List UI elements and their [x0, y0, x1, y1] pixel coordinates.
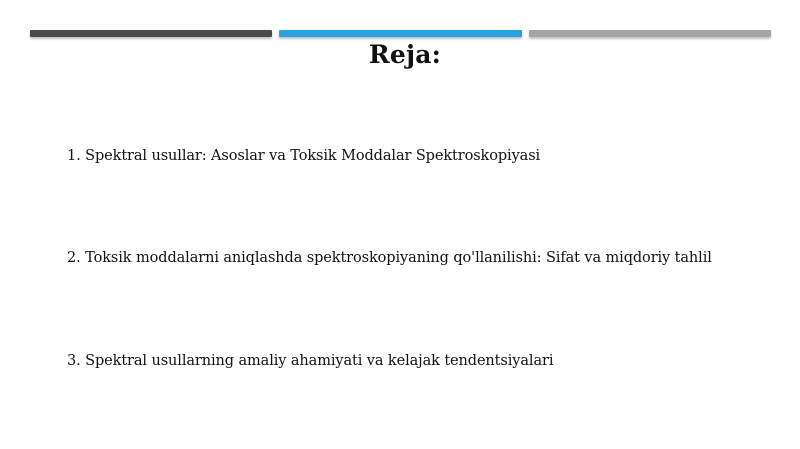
plan-item-2: 2. Toksik moddalarni aniqlashda spektroskopiyaning qo'llanilishi: Sifat va miqdoriy tahlil — [67, 250, 712, 266]
slide-title: Reja: — [368, 40, 442, 69]
plan-item-1: 1. Spektral usullar: Asoslar va Toksik Moddalar Spektroskopiyasi — [67, 148, 541, 164]
accent-bar-blue — [279, 30, 522, 37]
plan-item-3: 3. Spektral usullarning amaliy ahamiyati va kelajak tendentsiyalari — [67, 353, 554, 369]
accent-bar-gray — [529, 30, 771, 37]
accent-bar-dark — [30, 30, 272, 37]
